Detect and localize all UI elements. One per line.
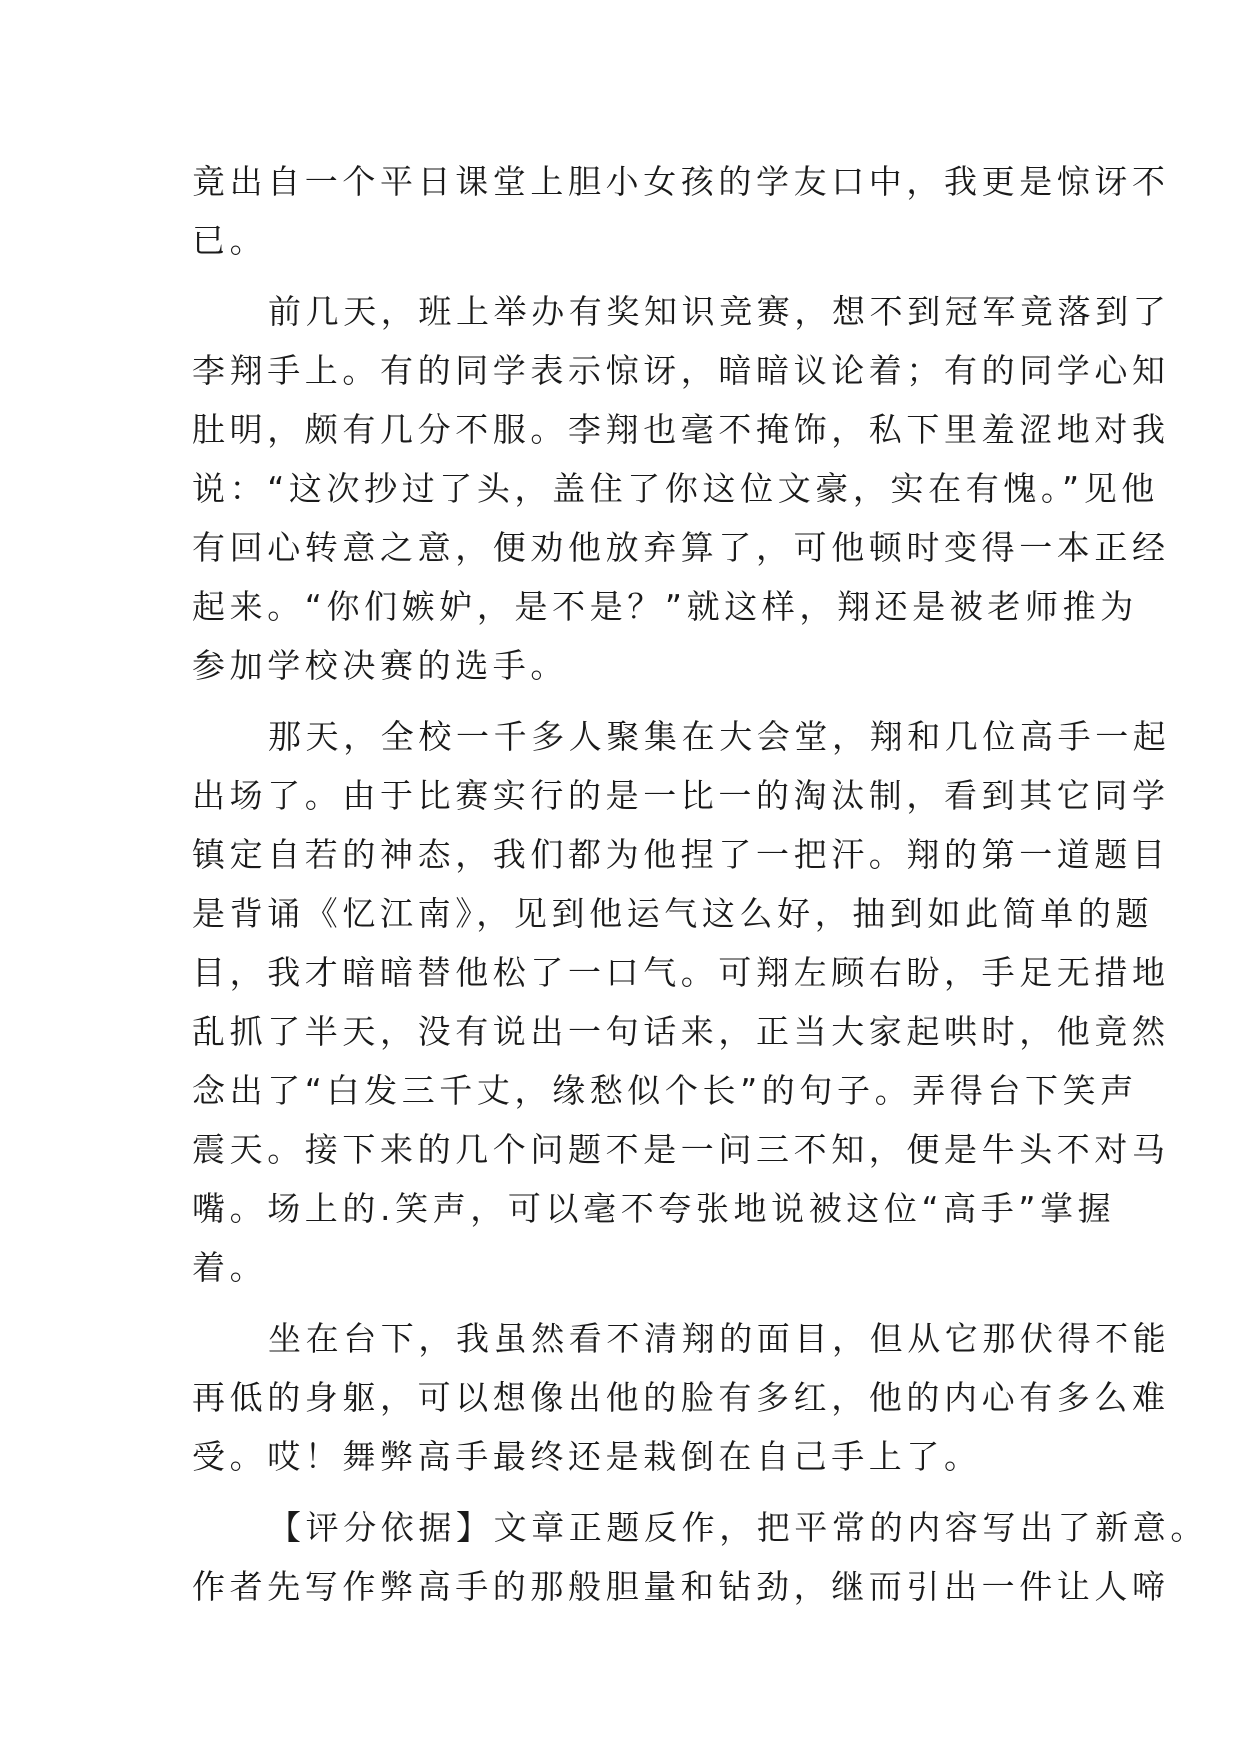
paragraph: [192, 282, 1171, 695]
text-line: 嘴。场上的.笑声，可以毫不夸张地说被这位“高手”掌握: [192, 1189, 1116, 1228]
text-line: 竟出自一个平日课堂上胆小女孩的学友口中，我更是惊讶不: [192, 162, 1170, 201]
text-line: 受。哎！舞弊高手最终还是栽倒在自己手上了。: [192, 1437, 982, 1476]
text-line: 参加学校决赛的选手。: [192, 646, 568, 685]
paragraph: [192, 152, 1170, 270]
text-line: 已。: [192, 221, 268, 260]
paragraph: [192, 1309, 1171, 1486]
text-line: 念出了“白发三千丈，缘愁似个长”的句子。弄得台下笑声: [192, 1071, 1138, 1110]
text-line: 镇定自若的神态，我们都为他捏了一把汗。翔的第一道题目: [192, 835, 1170, 874]
text-line: 李翔手上。有的同学表示惊讶，暗暗议论着；有的同学心知: [192, 351, 1170, 390]
text-line: 作者先写作弊高手的那般胆量和钻劲，继而引出一件让人啼: [192, 1567, 1170, 1606]
text-line: 是背诵《忆江南》，见到他运气这么好，抽到如此简单的题: [192, 894, 1154, 933]
text-line: 坐在台下，我虽然看不清翔的面目，但从它那伏得不能: [268, 1319, 1171, 1358]
text-line: 前几天，班上举办有奖知识竞赛，想不到冠军竟落到了: [268, 292, 1171, 331]
text-line: 目，我才暗暗替他松了一口气。可翔左顾右盼，手足无措地: [192, 953, 1170, 992]
paragraph: [192, 707, 1171, 1297]
text-line: 说：“这次抄过了头，盖住了你这位文豪，实在有愧。”见他: [192, 469, 1159, 508]
text-line: 起来。“你们嫉妒，是不是？”就这样，翔还是被老师推为: [192, 587, 1138, 626]
text-line: 【评分依据】文章正题反作，把平常的内容写出了新意。: [268, 1508, 1208, 1547]
text-line: 那天，全校一千多人聚集在大会堂，翔和几位高手一起: [268, 717, 1171, 756]
paragraph: [192, 1498, 1208, 1616]
text-line: 肚明，颇有几分不服。李翔也毫不掩饰，私下里羞涩地对我: [192, 410, 1170, 449]
text-line: 有回心转意之意，便劝他放弃算了，可他顿时变得一本正经: [192, 528, 1170, 567]
text-line: 乱抓了半天，没有说出一句话来，正当大家起哄时，他竟然: [192, 1012, 1170, 1051]
text-line: 出场了。由于比赛实行的是一比一的淘汰制，看到其它同学: [192, 776, 1170, 815]
essay-body: [192, 152, 1208, 1616]
text-line: 再低的身躯，可以想像出他的脸有多红，他的内心有多么难: [192, 1378, 1170, 1417]
text-line: 着。: [192, 1248, 268, 1287]
text-line: 震天。接下来的几个问题不是一问三不知，便是牛头不对马: [192, 1130, 1170, 1169]
